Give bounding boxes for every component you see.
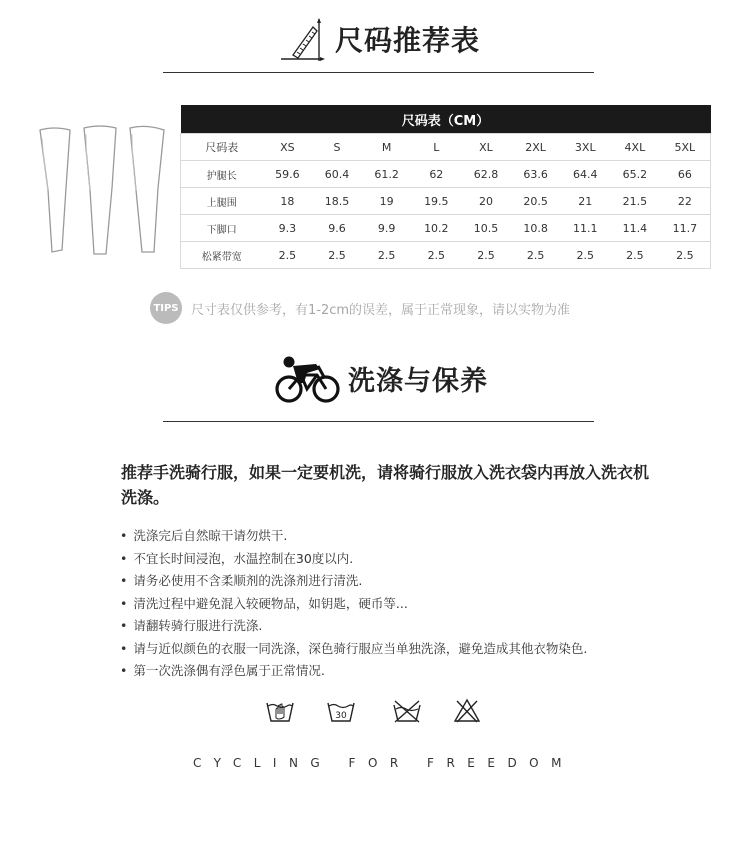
column-header: XS [263, 134, 313, 161]
row-label: 护腿长 [181, 161, 263, 188]
size-table-caption: 尺码表（CM） [181, 105, 711, 134]
table-cell: 20.5 [511, 188, 561, 215]
table-header-row [181, 134, 711, 161]
row-label: 下脚口 [181, 215, 263, 242]
table-cell: 2.5 [660, 242, 711, 269]
care-symbols [0, 697, 750, 727]
table-cell: 11.1 [560, 215, 610, 242]
table-cell: 2.5 [560, 242, 610, 269]
table-cell: 10.2 [412, 215, 462, 242]
care-list [120, 525, 587, 683]
tips-text: 尺寸表仅供参考，有1-2cm的误差，属于正常现象，请以实物为准 [191, 302, 571, 318]
leg-warmer-illustration [36, 124, 168, 260]
title-divider [163, 72, 594, 73]
list-item: • 清洗过程中避免混入较硬物品，如钥匙，硬币等... [120, 593, 587, 616]
table-cell: 9.9 [362, 215, 412, 242]
table-cell: 59.6 [263, 161, 313, 188]
table-cell: 63.6 [511, 161, 561, 188]
table-cell: 21.5 [610, 188, 660, 215]
brand-slogan: CYCLING FOR FREEDOM [193, 756, 574, 770]
column-header: 2XL [511, 134, 561, 161]
table-row [181, 215, 711, 242]
care-header [274, 352, 488, 404]
care-intro: 推荐手洗骑行服，如果一定要机洗，请将骑行服放入洗衣袋内再放入洗衣机洗涤。 [121, 463, 650, 507]
table-cell: 64.4 [560, 161, 610, 188]
table-cell: 11.4 [610, 215, 660, 242]
tips-note [150, 292, 570, 324]
table-cell: 9.3 [263, 215, 313, 242]
list-item: • 请与近似颜色的衣服一同洗涤，深色骑行服应当单独洗涤，避免造成其他衣物染色. [120, 638, 587, 661]
table-cell: 10.5 [461, 215, 511, 242]
column-header: 3XL [560, 134, 610, 161]
list-item: • 不宜长时间浸泡，水温控制在30度以内. [120, 548, 587, 571]
size-table [180, 105, 711, 269]
no-tumble-dry-icon [392, 697, 422, 725]
table-cell: 66 [660, 161, 711, 188]
table-cell: 10.8 [511, 215, 561, 242]
table-cell: 2.5 [511, 242, 561, 269]
table-cell: 62 [412, 161, 462, 188]
column-header: S [312, 134, 362, 161]
table-cell: 62.8 [461, 161, 511, 188]
table-cell: 19 [362, 188, 412, 215]
list-item: • 洗涤完后自然晾干请勿烘干. [120, 525, 587, 548]
table-row [181, 188, 711, 215]
table-row [181, 161, 711, 188]
hand-wash-icon [265, 697, 295, 725]
tips-badge: TIPS [150, 292, 182, 324]
table-cell: 9.6 [312, 215, 362, 242]
table-cell: 19.5 [412, 188, 462, 215]
ruler-triangle-icon [275, 15, 327, 63]
table-cell: 60.4 [312, 161, 362, 188]
table-cell: 11.7 [660, 215, 711, 242]
table-cell: 18.5 [312, 188, 362, 215]
cyclist-icon [274, 353, 342, 403]
wash-30-icon [326, 697, 356, 725]
table-cell: 2.5 [610, 242, 660, 269]
list-item: • 请翻转骑行服进行洗涤. [120, 615, 587, 638]
column-header: L [412, 134, 462, 161]
size-chart-header [275, 14, 480, 64]
care-divider [163, 421, 594, 422]
column-header: 尺码表 [181, 134, 263, 161]
table-cell: 61.2 [362, 161, 412, 188]
care-title: 洗涤与保养 [348, 365, 488, 397]
wash-temperature: 30 [335, 711, 347, 721]
table-cell: 18 [263, 188, 313, 215]
size-chart-title: 尺码推荐表 [335, 24, 481, 57]
table-cell: 2.5 [312, 242, 362, 269]
column-header: 5XL [660, 134, 711, 161]
row-label: 松紧带宽 [181, 242, 263, 269]
list-item: • 第一次洗涤偶有浮色属于正常情况. [120, 660, 587, 683]
table-row [181, 242, 711, 269]
table-cell: 2.5 [412, 242, 462, 269]
column-header: 4XL [610, 134, 660, 161]
table-cell: 65.2 [610, 161, 660, 188]
list-item: • 请务必使用不含柔顺剂的洗涤剂进行清洗. [120, 570, 587, 593]
table-cell: 21 [560, 188, 610, 215]
table-cell: 2.5 [263, 242, 313, 269]
column-header: M [362, 134, 412, 161]
table-cell: 20 [461, 188, 511, 215]
table-cell: 2.5 [461, 242, 511, 269]
no-bleach-icon [452, 697, 482, 725]
column-header: XL [461, 134, 511, 161]
table-cell: 22 [660, 188, 711, 215]
row-label: 上腿围 [181, 188, 263, 215]
table-cell: 2.5 [362, 242, 412, 269]
